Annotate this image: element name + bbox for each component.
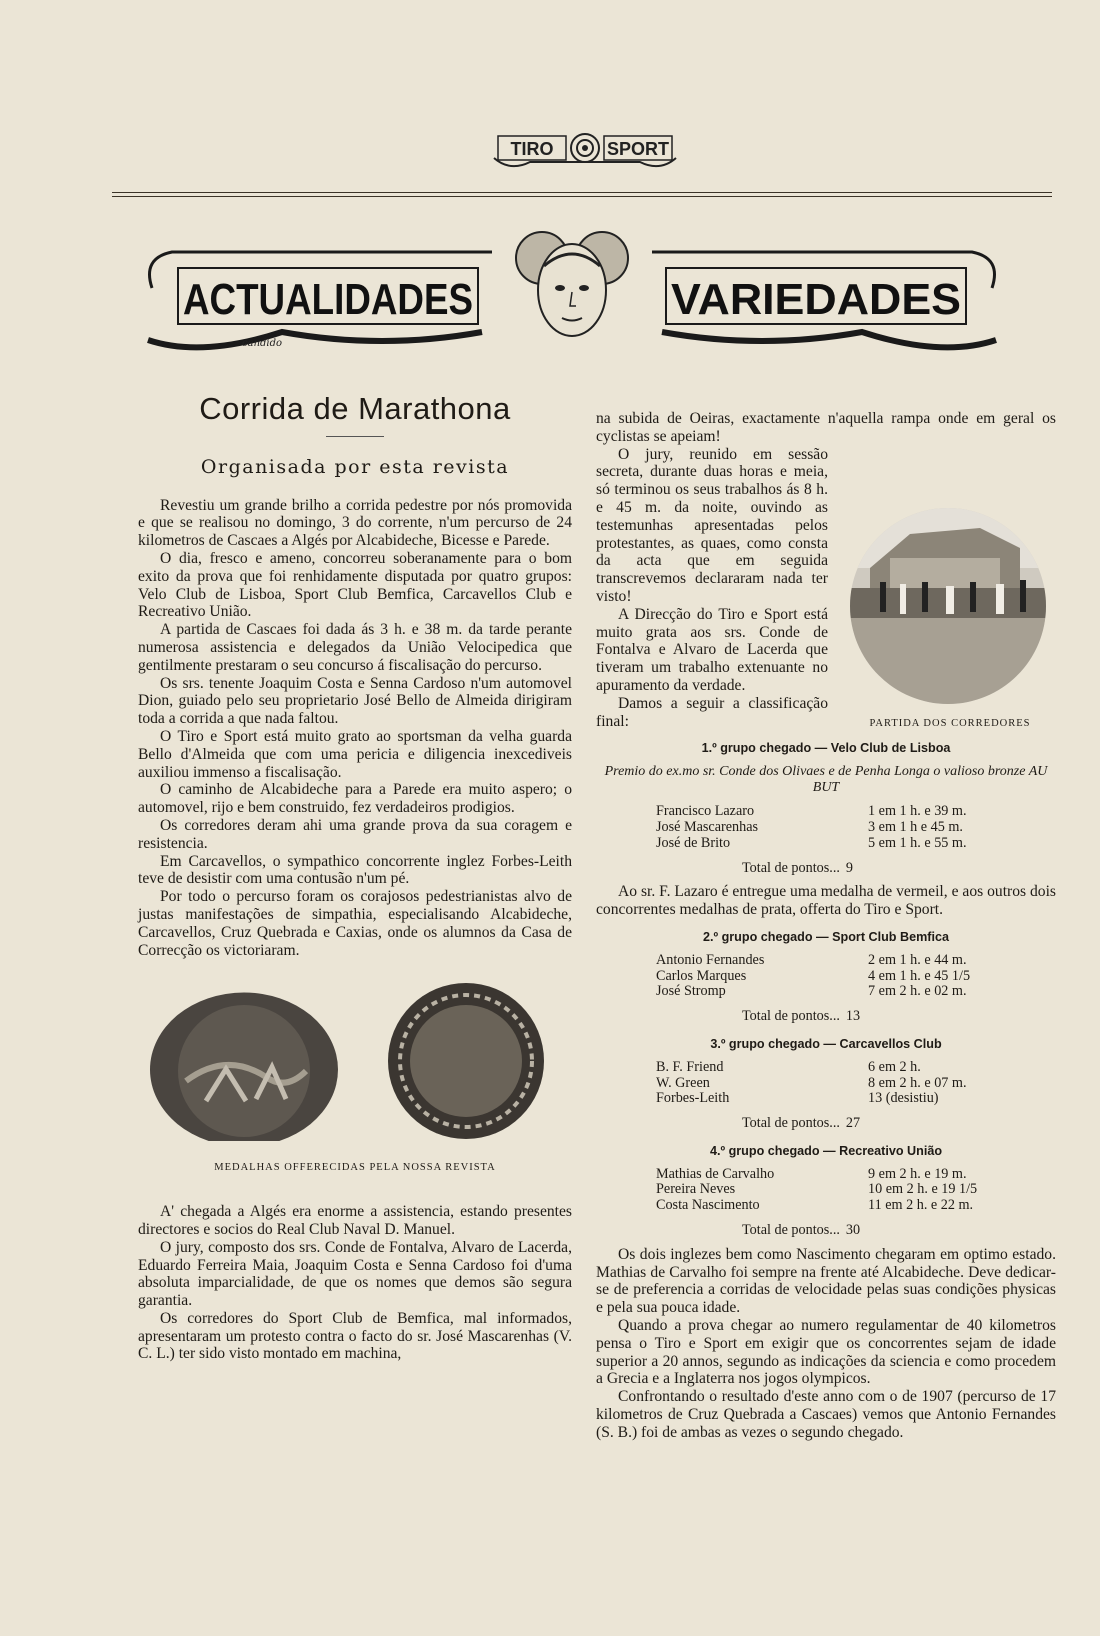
group-heading: 3.º grupo chegado — Carcavellos Club: [710, 1036, 942, 1051]
paragraph: O jury, composto dos srs. Conde de Fontalva, Alvaro de Lacerda, Eduardo Ferreira Maia, Joaquim Costa e Senna Cardoso foi d'uma absoluta imparcialidade, de que os nomes que demos são segura garantia.: [138, 1238, 572, 1310]
paragraph: Em Carcavellos, o sympathico concorrente inglez Forbes-Leith teve de desistir com uma contusão n'um pé.: [138, 852, 572, 888]
runner-time: 8 em 2 h. e 07 m.: [868, 1074, 967, 1091]
table-row: [656, 804, 996, 820]
group-heading: 1.º grupo chegado — Velo Club de Lisboa: [701, 741, 951, 756]
runner-time: 13 (desistiu): [868, 1090, 939, 1107]
paragraph: Quando a prova chegar ao numero regulamentar de 40 kilometros pensa o Tiro e Sport em exigir que os concorrentes sejam de idade superior a 20 annos, segundo as indicações da sciencia e como procedem a Grecia e a Inglaterra nos jogos olympicos.: [596, 1317, 1056, 1388]
race-start-photo: [850, 508, 1046, 704]
prize-note: Premio do ex.mo sr. Conde dos Olivaes e de Penha Longa o valioso bronze AU BUT: [604, 764, 1048, 796]
title-divider: [326, 436, 384, 437]
runner-time: 9 em 2 h. e 19 m.: [868, 1165, 967, 1182]
table-row: [656, 953, 996, 969]
runner-time: 3 em 1 h e 45 m.: [868, 818, 963, 835]
group-heading: 2.º grupo chegado — Sport Club Bemfica: [702, 929, 949, 944]
total-value: 13: [845, 1008, 861, 1025]
paragraph: O jury, reunido em sessão secreta, durante duas horas e meia, só terminou os seus trabalhos ás 8 h. e 45 m. da noite, ouvindo as testemunhas apresentadas pelos protestantes, as quaes, como consta da acta que em seguida transcrevemos declararam nada ter visto!: [596, 445, 828, 605]
paragraph: Os srs. tenente Joaquim Costa e Senna Cardoso n'um automovel Dion, guiado pelo seu proprietario José Bello de Almeida dirigiram toda a corrida a que nada faltou.: [138, 674, 572, 728]
total-label: Total de pontos...: [742, 1008, 840, 1025]
total-points: [742, 1008, 1056, 1026]
runner-name: Antonio Fernandes: [656, 951, 765, 968]
table-row: [656, 984, 996, 1000]
masthead-logo: [490, 128, 680, 174]
paragraph: Os dois inglezes bem como Nascimento chegaram em optimo estado. Mathias de Carvalho foi sempre na frente até Alcabideche. Deve dedicar-se de preferencia a corridas de velocidade pelas suas condições physicas e pela sua pouca idade.: [596, 1245, 1056, 1317]
section-banner: [142, 228, 1002, 368]
results-table: [656, 953, 996, 1000]
results-table: [656, 1167, 996, 1214]
medals-caption: MEDALHAS OFFERECIDAS PELA NOSSA REVISTA: [214, 1162, 496, 1174]
wrapped-text: [596, 446, 828, 731]
paragraph: Por todo o percurso foram os corajosos pedestrianistas alvo de justas manifestações de simpathia, especialisando Alcabideche, Carcavellos, Cruz Quebrada e Caxias, onde os alumnos da Casa de Correcção os victoriaram.: [138, 888, 572, 959]
banner-signature: candido: [242, 338, 283, 349]
runner-time: 4 em 1 h. e 45 1/5: [868, 967, 971, 984]
paragraph: na subida de Oeiras, exactamente n'aquella rampa onde em geral os cyclistas se apeiam!: [596, 410, 1056, 445]
paragraph: O caminho de Alcabideche para a Parede era muito aspero; o automovel, rijo e bem construido, fez verdadeiros prodigios.: [138, 781, 572, 817]
photo-block: [848, 508, 1048, 729]
runner-name: Pereira Neves: [656, 1181, 736, 1198]
photo-caption: PARTIDA DOS CORREDORES: [869, 718, 1031, 729]
masthead-left: TIRO: [510, 139, 554, 159]
runner-time: 11 em 2 h. e 22 m.: [868, 1197, 974, 1214]
paragraph: A Direcção do Tiro e Sport está muito grata aos srs. Conde de Fontalva e Alvaro de Lacerda que tiveram um trabalho extenuante no apuramento da verdade.: [596, 605, 828, 694]
runner-time: 10 em 2 h. e 19 1/5: [868, 1181, 978, 1198]
banner-left-title: ACTUALIDADES: [183, 275, 473, 324]
table-row: [656, 1060, 996, 1076]
runner-name: Francisco Lazaro: [656, 803, 755, 820]
runner-name: B. F. Friend: [656, 1058, 724, 1075]
table-row: [656, 1076, 996, 1092]
total-label: Total de pontos...: [742, 859, 840, 876]
runner-name: José Mascarenhas: [656, 818, 759, 835]
paragraph: Ao sr. F. Lazaro é entregue uma medalha de vermeil, e aos outros dois concorrentes medalhas de prata, offerta do Tiro e Sport.: [596, 883, 1056, 919]
runner-name: Carlos Marques: [656, 967, 747, 984]
runner-time: 6 em 2 h.: [868, 1058, 921, 1075]
header-rule: [112, 192, 1052, 193]
article-title: Corrida de Marathona: [199, 391, 511, 426]
table-row: [656, 836, 996, 852]
paragraph: A' chegada a Algés era enorme a assistencia, estando presentes directores e socios do Real Club Naval D. Manuel.: [138, 1203, 572, 1238]
results-table: [656, 804, 996, 851]
total-value: 30: [845, 1222, 861, 1239]
table-row: [656, 969, 996, 985]
paragraph: Os corredores do Sport Club de Bemfica, mal informados, apresentaram um protesto contra o facto do sr. José Mascarenhas (V. C. L.) ter sido visto montado em machina,: [138, 1309, 572, 1363]
total-label: Total de pontos...: [742, 1222, 840, 1239]
total-points: [742, 860, 1056, 878]
runner-time: 2 em 1 h. e 44 m.: [868, 951, 967, 968]
total-points: [742, 1115, 1056, 1133]
banner-right-title: VARIEDADES: [671, 275, 961, 324]
paragraph: O Tiro e Sport está muito grato ao sportsman da velha guarda Bello d'Almeida que com uma pericia e diligencia inexcediveis auxiliou immenso a fiscalisação.: [138, 727, 572, 781]
runner-name: Mathias de Carvalho: [656, 1165, 775, 1182]
paragraph: Revestiu um grande brilho a corrida pedestre por nós promovida e que se realisou no domingo, 3 do corrente, n'um percurso de 24 kilometros de Cascaes a Algés por Alcabideche, Bicesse e Parede.: [138, 496, 572, 550]
total-value: 9: [845, 859, 854, 876]
runner-name: W. Green: [656, 1074, 710, 1091]
table-row: [656, 1198, 996, 1214]
total-value: 27: [845, 1115, 861, 1132]
results-table: [656, 1060, 996, 1107]
article-left-column: [138, 391, 572, 1363]
runner-name: José de Brito: [656, 834, 731, 851]
runner-time: 1 em 1 h. e 39 m.: [868, 803, 967, 820]
table-row: [656, 1091, 996, 1107]
medals-image: [146, 981, 576, 1141]
table-row: [656, 1167, 996, 1183]
masthead-right: SPORT: [606, 139, 670, 159]
total-points: [742, 1222, 1056, 1240]
table-row: [656, 820, 996, 836]
group-heading: 4.º grupo chegado — Recreativo União: [709, 1143, 943, 1158]
table-row: [656, 1182, 996, 1198]
paragraph: A partida de Cascaes foi dada ás 3 h. e 38 m. da tarde perante numerosa assistencia e delegados da União Velocipedica que gentilmente prestaram o seu concurso á fiscalisação do percurso.: [138, 621, 572, 674]
runner-name: José Stromp: [656, 983, 726, 1000]
paragraph: O dia, fresco e ameno, concorreu soberanamente para o bom exito da prova que foi renhidamente disputada por quatro grupos: Velo Club de Lisboa, Sport Club Bemfica, Carcavellos Club e Recreativo União.: [138, 549, 572, 621]
paragraph: Damos a seguir a classificação final:: [596, 694, 828, 730]
article-subtitle: Organisada por esta revista: [200, 455, 510, 478]
runner-time: 7 em 2 h. e 02 m.: [868, 983, 967, 1000]
paragraph: Os corredores deram ahi uma grande prova da sua coragem e resistencia.: [138, 816, 572, 852]
total-label: Total de pontos...: [742, 1115, 840, 1132]
header-rule: [112, 196, 1052, 197]
paragraph: Confrontando o resultado d'este anno com o de 1907 (percurso de 17 kilometros de Cruz Quebrada a Cascaes) vemos que Antonio Fernandes (S. B.) foi de ambas as vezes o segundo chegado.: [596, 1388, 1056, 1441]
runner-time: 5 em 1 h. e 55 m.: [868, 834, 967, 851]
runner-name: Forbes-Leith: [656, 1090, 730, 1107]
runner-name: Costa Nascimento: [656, 1197, 760, 1214]
